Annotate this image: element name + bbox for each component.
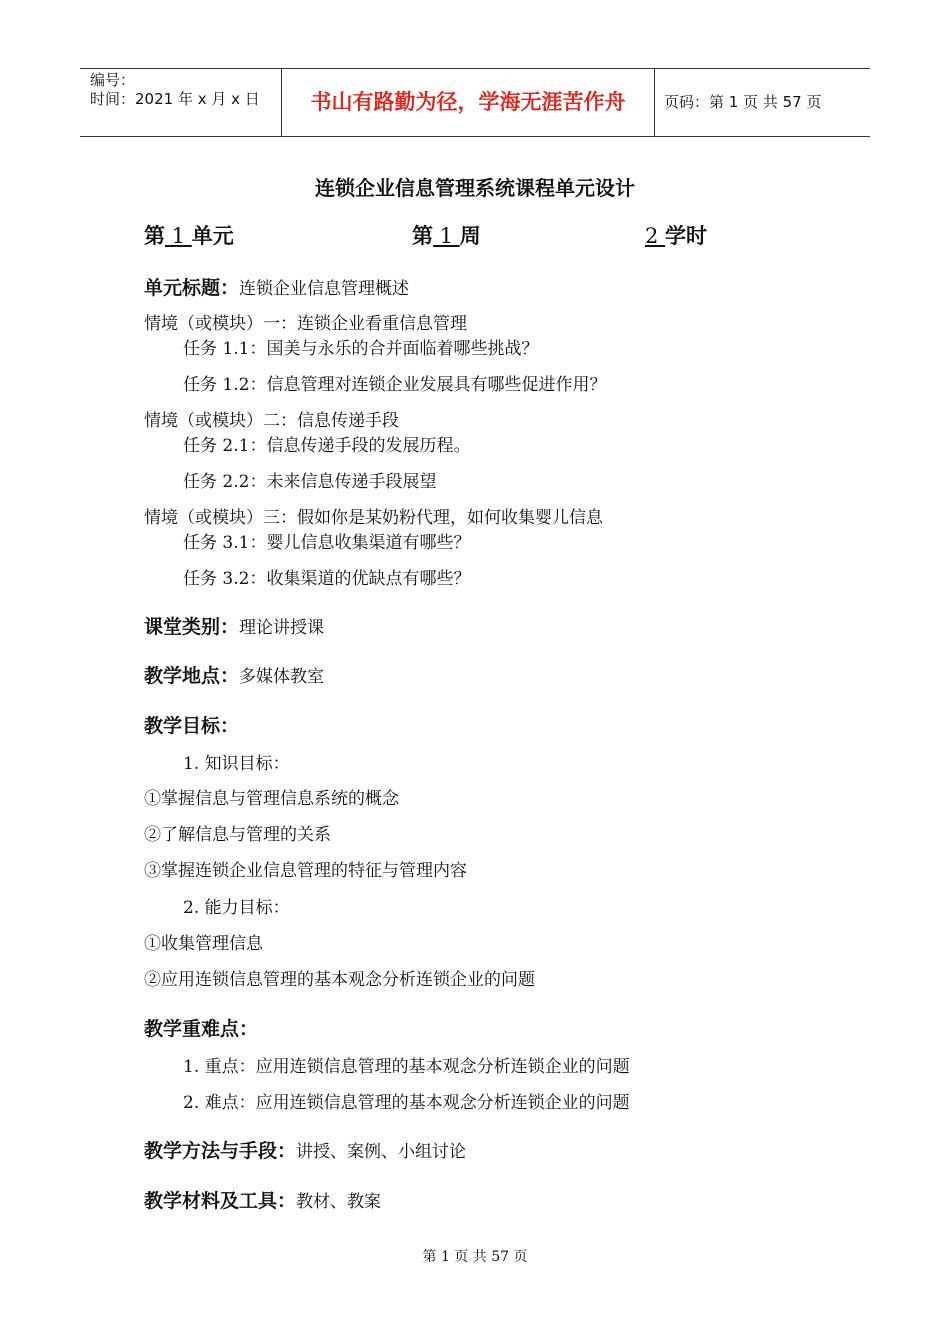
task-2-1: 任务 2.1：信息传递手段的发展历程。 — [183, 436, 471, 456]
task-2-2: 任务 2.2：未来信息传递手段展望 — [183, 472, 437, 492]
week-suffix: 周 — [459, 224, 481, 248]
knowledge-item: ②了解信息与管理的关系 — [144, 825, 331, 845]
unit-title-label: 单元标题： — [144, 277, 240, 299]
time-label: 时间：2021 年 x 月 x 日 — [90, 90, 260, 108]
unit-number — [144, 220, 234, 250]
knowledge-item: ①掌握信息与管理信息系统的概念 — [144, 789, 399, 809]
header-meta — [80, 69, 281, 136]
materials-value: 教材、教案 — [296, 1192, 382, 1212]
materials-label: 教学材料及工具： — [144, 1190, 297, 1212]
task-1-2: 任务 1.2：信息管理对连锁企业发展具有哪些促进作用？ — [183, 375, 607, 395]
header-motto: 书山有路勤为径，学海无涯苦作舟 — [281, 69, 655, 136]
ability-heading: 2. 能力目标： — [183, 898, 290, 918]
situation-3: 情境（或模块）三：假如你是某奶粉代理，如何收集婴儿信息 — [144, 508, 603, 528]
unit-num: 1 — [165, 224, 192, 248]
objectives-label: 教学目标： — [144, 715, 240, 737]
situation-1: 情境（或模块）一：连锁企业看重信息管理 — [144, 314, 467, 334]
knowledge-heading: 1. 知识目标： — [183, 754, 290, 774]
class-hours — [645, 220, 707, 250]
methods-value: 讲授、案例、小组讨论 — [296, 1142, 467, 1162]
number-label: 编号： — [90, 71, 136, 89]
class-type-value: 理论讲授课 — [239, 618, 325, 638]
key-point-item: 1. 重点：应用连锁信息管理的基本观念分析连锁企业的问题 — [183, 1057, 630, 1077]
knowledge-item: ③掌握连锁企业信息管理的特征与管理内容 — [144, 861, 467, 881]
methods-label: 教学方法与手段： — [144, 1140, 297, 1162]
class-type-row — [144, 612, 324, 639]
methods-row — [144, 1136, 466, 1163]
task-3-2: 任务 3.2：收集渠道的优缺点有哪些？ — [183, 569, 471, 589]
task-3-1: 任务 3.1：婴儿信息收集渠道有哪些？ — [183, 533, 471, 553]
week-num: 1 — [433, 224, 460, 248]
location-row — [144, 661, 324, 688]
page-header — [80, 68, 870, 137]
hours-num: 2 — [645, 224, 666, 248]
unit-suffix: 单元 — [191, 224, 234, 248]
page-footer: 第 1 页 共 57 页 — [422, 1249, 528, 1265]
document-title: 连锁企业信息管理系统课程单元设计 — [315, 176, 635, 200]
task-1-1: 任务 1.1：国美与永乐的合并面临着哪些挑战？ — [183, 339, 539, 359]
unit-title-value: 连锁企业信息管理概述 — [239, 279, 410, 299]
week-number — [412, 220, 481, 250]
ability-item: ①收集管理信息 — [144, 934, 263, 954]
hours-suffix: 学时 — [665, 224, 708, 248]
ability-item: ②应用连锁信息管理的基本观念分析连锁企业的问题 — [144, 970, 535, 990]
location-value: 多媒体教室 — [239, 667, 325, 687]
unit-prefix: 第 — [144, 224, 165, 248]
key-point-item: 2. 难点：应用连锁信息管理的基本观念分析连锁企业的问题 — [183, 1093, 630, 1113]
location-label: 教学地点： — [144, 665, 240, 687]
materials-row — [144, 1186, 381, 1213]
unit-title-row — [144, 273, 409, 300]
week-prefix: 第 — [412, 224, 433, 248]
class-type-label: 课堂类别： — [144, 616, 240, 638]
header-page-label: 页码：第 1 页 共 57 页 — [664, 93, 822, 111]
key-points-label: 教学重难点： — [144, 1018, 259, 1040]
situation-2: 情境（或模块）二：信息传递手段 — [144, 411, 399, 431]
